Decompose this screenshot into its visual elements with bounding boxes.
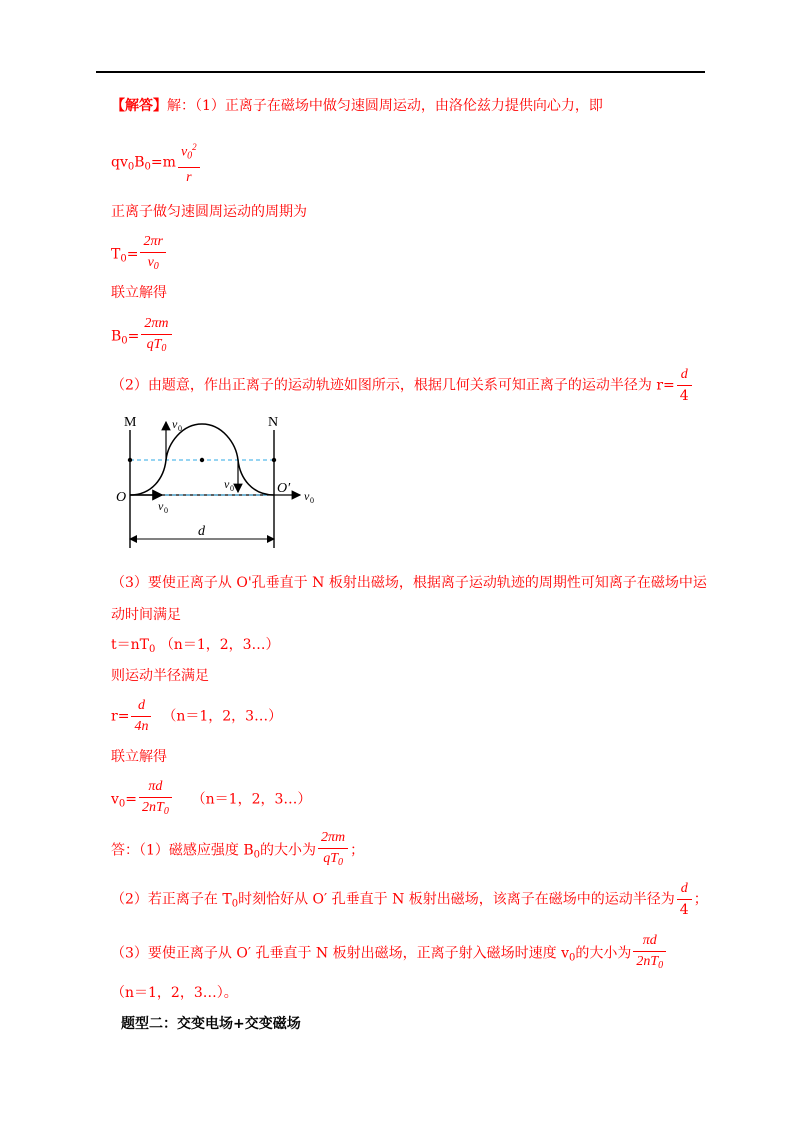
intro-text: 解：（1）正离子在磁场中做匀速圆周运动，由洛伦兹力提供向心力，即 xyxy=(167,98,603,114)
svg-text:v: v xyxy=(304,489,310,503)
answer-1: 答：（1）磁感应强度 $B_0$的大小为 $\frac{2\pi m}{qT_0}$ ； xyxy=(111,830,365,868)
solve-text-2: 联立解得 xyxy=(111,749,167,765)
svg-text:v: v xyxy=(172,417,178,431)
equation-b0: $B_0=$ $\frac{2\pi m}{qT_0}$ xyxy=(111,315,174,358)
period-text: 正离子做匀速圆周运动的周期为 xyxy=(111,204,307,220)
section-heading: 题型二：交变电场+交变磁场 xyxy=(121,1016,301,1032)
equation-r: r= $\frac{d}{4n}$ （n＝1，2，3…） xyxy=(111,698,283,734)
fraction-force: $\frac{v_0^2}{r}$ xyxy=(178,138,200,187)
equation-t: $t=nT_0$ （n＝1，2，3…） xyxy=(111,637,280,655)
part3-text-b: 动时间满足 xyxy=(111,607,181,623)
svg-text:v: v xyxy=(158,499,164,513)
solution-tag: 【解答】 xyxy=(111,98,167,114)
answer-2: （2）若正离子在 $T_0$时刻恰好从 O′ 孔垂直于 N 板射出磁场，该离子在磁场中的运动半径为 $\frac{d}{4}$ ； xyxy=(111,881,708,918)
label-o: O xyxy=(116,490,127,505)
solution-intro xyxy=(111,97,603,115)
answer-3: （3）要使正离子从 O′ 孔垂直于 N 板射出磁场，正离子射入磁场时速度 $v_0$的大小为 $\frac{\pi d}{2nT_0}$ xyxy=(111,932,668,975)
answer-3-cond: （n＝1，2，3…）。 xyxy=(111,985,238,1001)
svg-text:v: v xyxy=(224,477,230,491)
radius-text: 则运动半径满足 xyxy=(111,668,209,684)
part3-text-a: （3）要使正离子从 O'孔垂直于 N 板射出磁场，根据离子运动轨迹的周期性可知离子在磁场中运 xyxy=(111,575,707,591)
label-o-prime: O′ xyxy=(277,481,291,496)
top-rule xyxy=(96,71,705,73)
svg-text:0: 0 xyxy=(310,496,314,505)
part2-text: （2）由题意，作出正离子的运动轨迹如图所示，根据几何关系可知正离子的运动半径为 r= $\frac{d}{4}$ xyxy=(111,366,694,405)
label-d: d xyxy=(198,524,205,539)
equation-period: $T_0=$ $\frac{2\pi r}{v_0}$ xyxy=(111,233,168,276)
svg-text:0: 0 xyxy=(178,424,182,433)
label-m: M xyxy=(124,415,137,430)
svg-text:0: 0 xyxy=(164,506,168,515)
equation-force: $qv_0B_0=m$ $\frac{v_0^2}{r}$ xyxy=(111,138,202,187)
label-n: N xyxy=(268,415,279,430)
equation-v0: $v_0=$ $\frac{\pi d}{2nT_0}$ （n＝1，2，3…） xyxy=(111,779,312,817)
svg-text:0: 0 xyxy=(230,484,234,493)
trajectory-figure xyxy=(112,408,332,550)
solve-text-1: 联立解得 xyxy=(111,285,167,301)
